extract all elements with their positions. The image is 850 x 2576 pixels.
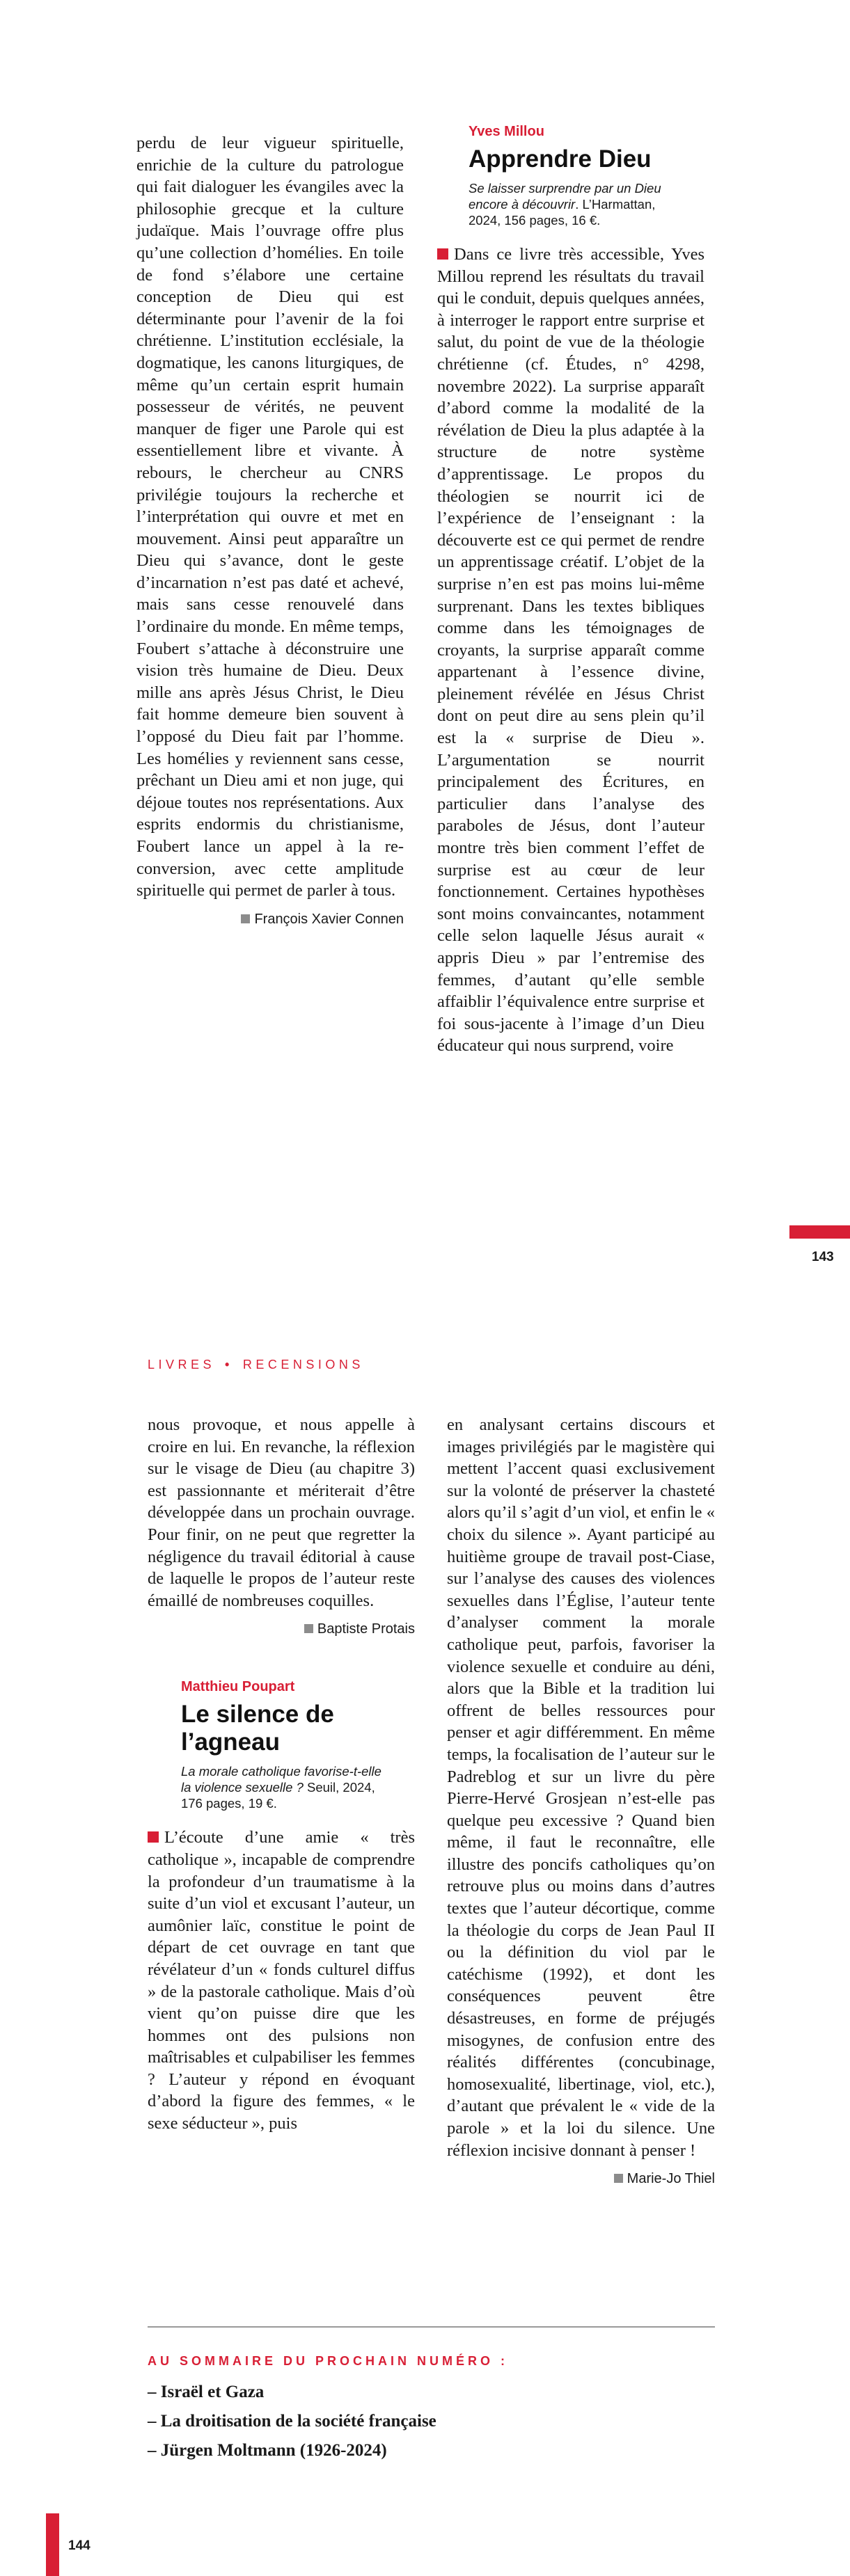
book-publisher-info: Seuil, 2024, 176 pages, 19 €. [181,1780,375,1811]
book-subtitle [469,180,677,228]
book-subtitle-italic: La morale catholique favorise-t-elle la violence sexuelle ? [181,1764,381,1795]
review-continuation-text: nous provoque, et nous appelle à croire en lui. En revanche, la réflexion sur le visage de Dieu (au chapitre 3) est passionnante et mériterait d’être développée dans un prochain ouvrage. Pour finir, on ne peut que regretter la négligence du travail éditorial à cause de laquelle le propos de l’auteur reste émaillé de nombreuses coquilles. [148,1415,415,1610]
signature-name: François Xavier Connen [254,911,404,927]
running-head [148,1358,364,1372]
book-title: Le silence de l’agneau [181,1701,334,1756]
running-head-separator: • [225,1358,233,1372]
signature-square-icon [304,1624,313,1633]
review-signature [447,2171,715,2187]
signature-square-icon [241,914,250,923]
review-body [437,244,705,1057]
page-tab-144 [46,2513,59,2576]
review-start-square-icon [437,248,448,260]
page144-right-column [447,1414,715,2187]
page143-right-column [437,124,705,1057]
page-tab-143 [789,1225,850,1239]
book-author: Matthieu Poupart [181,1679,295,1695]
book-title: Apprendre Dieu [469,145,652,173]
running-head-subsection: RECENSIONS [242,1358,364,1372]
book-author: Yves Millou [469,124,544,139]
review-text: en analysant certains discours et images privilégiés par le magistère qui mettent l’accent quasi exclusivement sur la volonté de préserver la chasteté alors qu’il s’agit d’un viol, et enfin le « choix du silence ». Ayant participé au huitième groupe de travail post-Ciase, sur l’analyse des causes des violences sexuelles dans l’Église, l’auteur tente d’analyser comment la morale catholique peut, parfois, favoriser la violence sexuelle et conduire au déni, alors que la Bible et la tradition lui offrent de belles ressources pour penser et agir différemment. En même temps, la focalisation de l’auteur sur le Padreblog et sur un livre du père Pierre-Hervé Grosjean n’est-elle pas quelque peu excessive ? Quand bien même, il faut le reconnaître, elle illustre des poncifs catholiques qu’on retrouve plus ou moins dans d’autres textes que l’auteur décortique, comme la théologie du corps de Jean Paul II ou la définition du viol par le catéchisme (1992), et dont les conséquences peuvent être désastreuses, en forme de préjugés misogynes, de confusion entre des réalités différentes (concubinage, homosexualité, libertinage, viol, etc.), d’autant que prévalent le « vide de la parole » et la loi du silence. Une réflexion incisive donnant à penser ! [447,1415,715,2160]
book-review-header [181,1679,390,1811]
running-head-section: LIVRES [148,1358,216,1372]
page-number-143: 143 [812,1250,834,1264]
next-issue-item: – Israël et Gaza [148,2383,265,2401]
page143-left-column [136,132,404,928]
divider-rule [148,2326,715,2328]
review-text: Dans ce livre très accessible, Yves Millou reprend les résultats du travail qui le conduit, depuis quelques années, à interroger le rapport entre surprise et salut, du point de vue de la théologie chrétienne (cf. Études, n° 4298, novembre 2022). La surprise apparaît d’abord comme la modalité de la révélation de Dieu la plus adaptée à la structure de notre système d’apprentissage. Le propos du théologien se nourrit ici de l’expérience de l’enseignant : la découverte est ce qui permet de rendre un apprentissage créatif. L’objet de la surprise n’en est pas moins lui-même surprenant. Dans les textes bibliques comme dans les témoignages de croyants, la surprise apparaît comme appartenant à l’essence divine, pleinement révélée en Jésus Christ dont on peut dire au sens plein qu’il est la « surprise de Dieu ». L’argumentation se nourrit principalement des Écritures, en particulier dans l’analyse des paraboles de Jésus, dont l’auteur montre très bien comment l’effet de surprise est au cœur de leur fonctionnement. Certaines hypothèses sont moins convaincantes, notamment celle selon laquelle Jésus aurait « appris Dieu » par l’entremise des femmes, d’autant qu’elle semble affaiblir l’équivalence entre surprise et foi sous-jacente à l’image d’un Dieu éducateur qui nous surprend, voire [437,245,705,1056]
book-subtitle-italic: Se laisser surprendre par un Dieu encore à découvrir [469,181,661,212]
next-issue-heading: AU SOMMAIRE DU PROCHAIN NUMÉRO : [148,2354,508,2368]
review-body [148,1827,415,2134]
review-signature [136,912,404,928]
book-subtitle [181,1763,390,1811]
review-text: L’écoute d’une amie « très catholique », incapable de comprendre la profondeur d’un traumatisme à la suite d’un viol et excusant l’auteur, un aumônier laïc, constitue le point de départ de cet ouvrage en tant que révélateur d’un « fonds culturel diffus » de la pastorale catholique. Mais d’où vient qu’on puisse dire que les hommes ont des pulsions non maîtrisables et culpabiliser les femmes ? L’auteur y répond en évoquant d’abord la figure des femmes, « le sexe séducteur », puis [148,1828,415,2133]
signature-square-icon [614,2174,623,2183]
signature-name: Baptiste Protais [317,1621,415,1637]
review-signature [148,1621,415,1637]
next-issue-list [148,2378,436,2465]
review-start-square-icon [148,1831,159,1843]
page-number-144: 144 [68,2538,90,2553]
next-issue-item: – Jürgen Moltmann (1926-2024) [148,2441,387,2460]
next-issue-item: – La droitisation de la société française [148,2412,436,2431]
review-continuation-text: perdu de leur vigueur spirituelle, enrichie de la culture du patrologue qui fait dialoguer les évangiles avec la philosophie grecque et la culture judaïque. Mais l’ouvrage offre plus qu’une collection d’homélies. En toile de fond s’élabore une certaine conception de Dieu qui est déterminante pour l’avenir de la foi chrétienne. L’institution ecclésiale, la dogmatique, les canons liturgiques, de même qu’un certain esprit humain possesseur de vérités, ne peuvent manquer de figer une Parole qui est essentiellement libre et vivante. À rebours, le chercheur au CNRS privilégie toujours la recherche et l’interprétation qui ouvre et met en mouvement. Ainsi peut apparaître un Dieu qui s’avance, dont le geste d’incarnation n’est pas daté et achevé, mais sans cesse renouvelé dans l’ordinaire du monde. En même temps, Foubert s’attache à déconstruire une vision très humaine de Dieu. Deux mille ans après Jésus Christ, le Dieu fait homme demeure bien souvent à l’opposé du Dieu fait par l’homme. Les homélies y reviennent sans cesse, prêchant un Dieu ami et non juge, qui déjoue toutes nos représentations. Aux esprits endormis du christianisme, Foubert lance un appel à la re-conversion, avec cette amplitude spirituelle qui permet de parler à tous. [136,134,404,900]
page144-left-column [148,1414,415,2135]
signature-name: Marie-Jo Thiel [627,2171,715,2187]
book-publisher-info: . L’Harmattan, 2024, 156 pages, 16 €. [469,197,656,228]
